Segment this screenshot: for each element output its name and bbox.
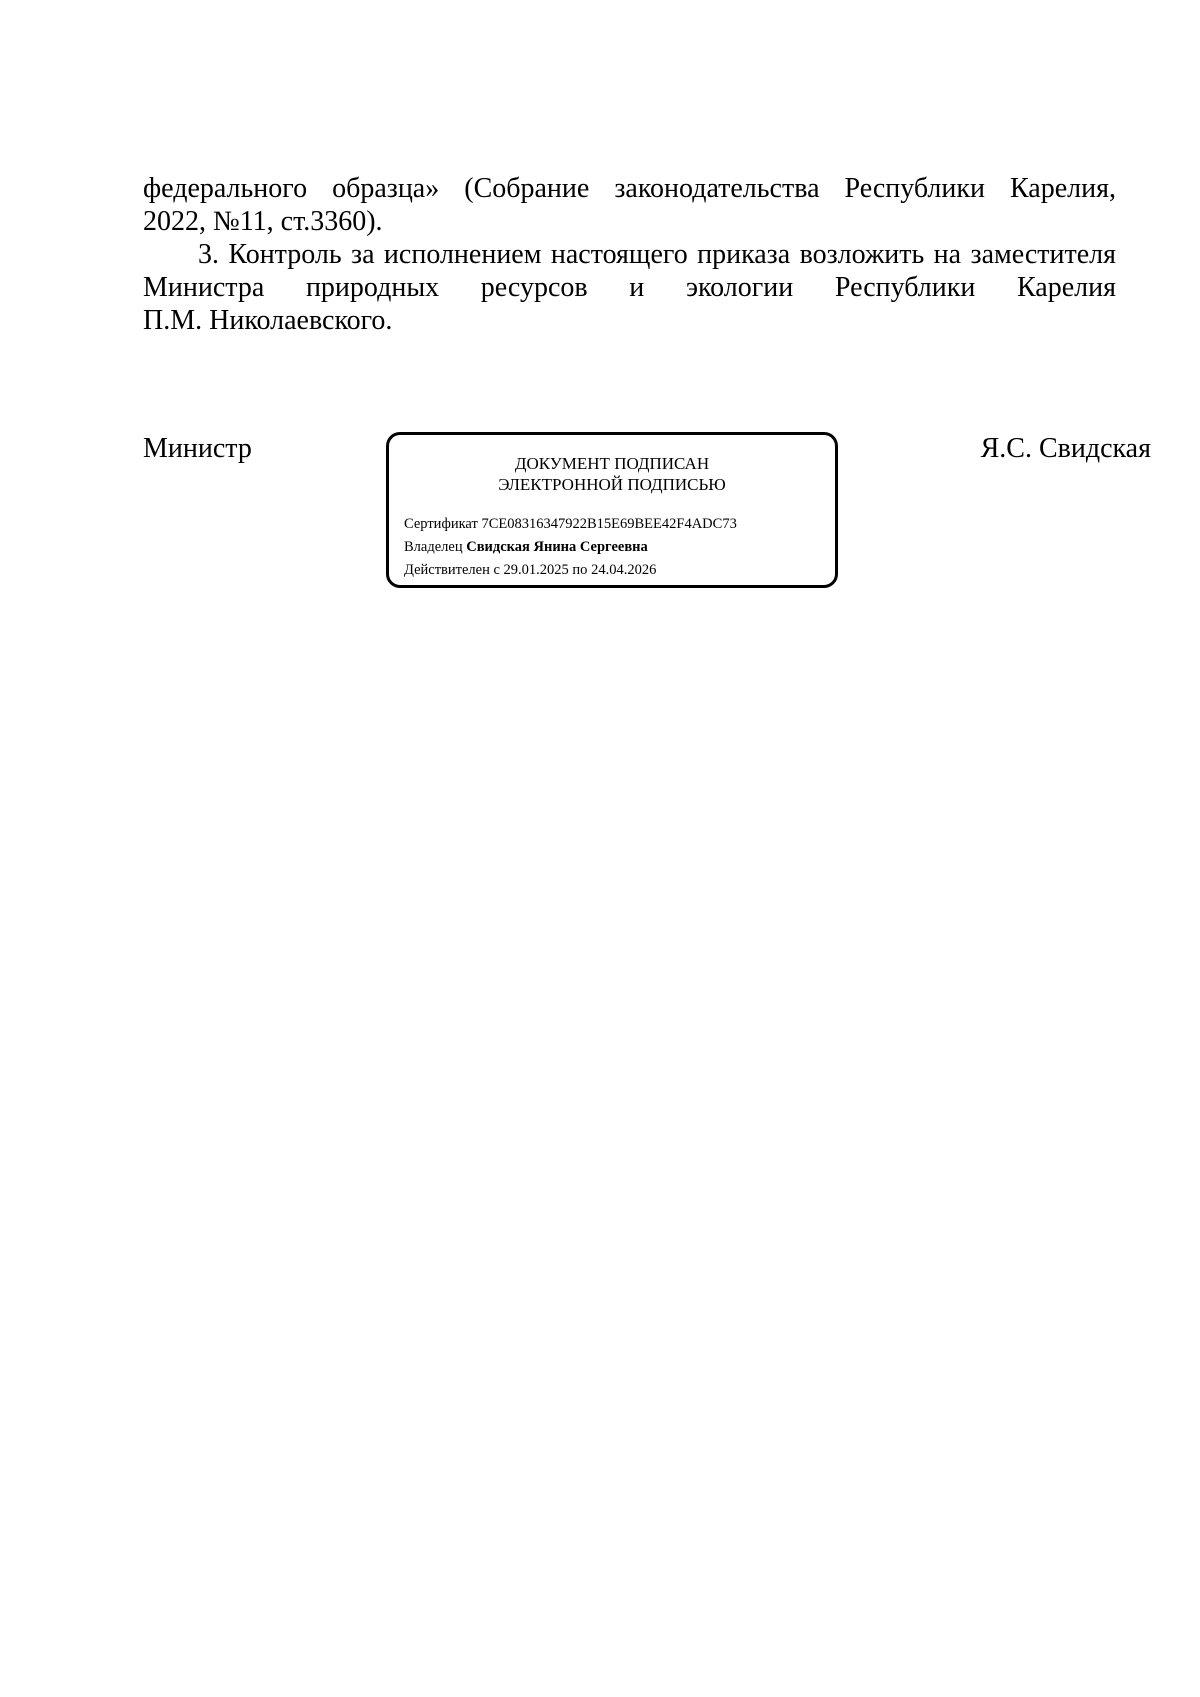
paragraph-1-line-2: 2022, №11, ст.3360). <box>143 206 383 237</box>
validity-to-date: 24.04.2026 <box>591 562 657 578</box>
validity-row <box>404 559 737 582</box>
signer-position-title: Министр <box>143 433 252 464</box>
paragraph-1-line-1: федерального образца» (Собрание законодательства Республики Карелия, <box>143 173 1116 204</box>
signer-name: Я.С. Свидская <box>980 433 1151 464</box>
paragraph-2-line-1: 3. Контроль за исполнением настоящего приказа возложить на заместителя <box>198 239 1116 270</box>
stamp-header <box>389 453 835 495</box>
validity-to-label: по <box>572 562 588 578</box>
certificate-label: Сертификат <box>404 516 478 532</box>
paragraph-1 <box>143 172 1116 238</box>
validity-from-date: 29.01.2025 <box>503 562 569 578</box>
validity-label: Действителен <box>404 562 490 578</box>
paragraph-2-line-3: П.М. Николаевского. <box>143 305 393 336</box>
validity-from-label: с <box>493 562 500 578</box>
certificate-row <box>404 513 737 536</box>
electronic-signature-stamp <box>386 432 838 588</box>
stamp-header-line-1: ДОКУМЕНТ ПОДПИСАН <box>514 454 710 473</box>
owner-label: Владелец <box>404 539 463 555</box>
paragraph-2-line-2: Министра природных ресурсов и экологии Республики Карелия <box>143 272 1116 303</box>
document-body <box>143 172 1116 337</box>
paragraph-2 <box>143 238 1116 337</box>
stamp-header-line-2: ЭЛЕКТРОННОЙ ПОДПИСЬЮ <box>498 475 726 494</box>
stamp-details <box>404 513 737 582</box>
owner-value: Свидская Янина Сергеевна <box>466 539 648 555</box>
certificate-value: 7CE08316347922B15E69BEE42F4ADC73 <box>481 516 737 532</box>
owner-row <box>404 536 737 559</box>
